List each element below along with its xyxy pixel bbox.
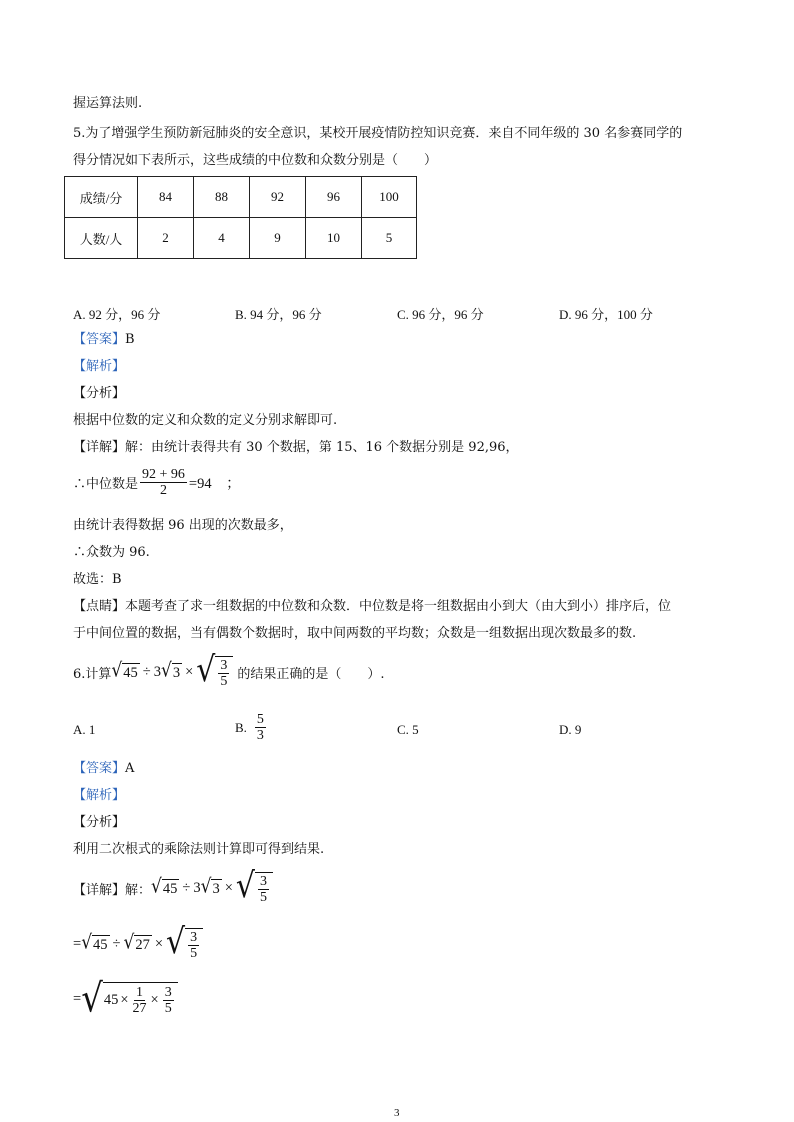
q5-choose: 故选：B	[73, 572, 122, 587]
table-cell: 成绩/分	[65, 177, 138, 218]
detail-tag: 【详解】	[73, 883, 126, 898]
table-cell: 100	[362, 177, 417, 218]
q6-option-d: D. 9	[559, 722, 582, 737]
table-cell: 10	[306, 218, 362, 259]
detail-prefix: 解：	[125, 883, 152, 898]
q5-detail	[73, 439, 519, 457]
table-cell: 人数/人	[65, 218, 138, 259]
sqrt-expression: √ 3	[160, 659, 181, 683]
answer-value: A	[125, 761, 135, 776]
answer-value: B	[125, 332, 135, 347]
sqrt-expression: √ 45	[111, 659, 138, 683]
q5-fenxi-tag: 【分析】	[73, 386, 126, 401]
sqrt-expression: √ 27	[123, 931, 150, 955]
q5-comment-line-2: 于中间位置的数据，当有偶数个数据时，取中间两数的平均数；众数是一组数据出现次数最多的数.	[73, 626, 637, 641]
comment-tag: 【点睛】	[73, 599, 126, 614]
q6-suffix: 的结果正确的是（ ）.	[237, 667, 385, 682]
q6-prefix: 6.计算	[73, 667, 112, 682]
q6-answer	[73, 760, 134, 778]
q5-median-line	[73, 467, 241, 498]
q6-option-c: C. 5	[397, 722, 419, 737]
table-cell: 88	[194, 177, 250, 218]
q6-fenxi-tag: 【分析】	[73, 815, 126, 830]
fraction-denominator: 2	[159, 483, 167, 498]
table-cell: 96	[306, 177, 362, 218]
q6-detail-line: 【详解】 解： √ 45 ÷ 3 √ 3 × √ $\frac{3}{5}$	[73, 872, 273, 905]
q5-option-d: D. 96 分，100 分	[559, 307, 653, 322]
q6-stem: 6.计算 √ 45 ÷ 3 √ 3 × √ $\frac{3}{5}$ 的结果正确的是（ ）.	[73, 650, 385, 691]
page-number: 3	[394, 1107, 400, 1119]
answer-tag: 【答案】	[73, 332, 126, 347]
q6-jiexi-tag: 【解析】	[73, 788, 126, 803]
detail-tag: 【详解】	[73, 440, 126, 455]
table-cell: 9	[250, 218, 306, 259]
answer-tag: 【答案】	[73, 761, 126, 776]
comment-text: 本题考查了求一组数据的中位数和众数．中位数是将一组数据由小到大（由大到小）排序后，位	[125, 599, 672, 614]
sqrt-fraction: √ $\frac{3}{5}$	[166, 928, 203, 961]
q6-step-3: = √ 45 × $\frac{1}{27}$ × $\frac{3}{5}$	[73, 982, 178, 1016]
table-cell: 92	[250, 177, 306, 218]
q5-fenxi-text: 根据中位数的定义和众数的定义分别求解即可.	[73, 413, 338, 428]
sqrt-fraction: √ $\frac{3}{5}$	[236, 872, 273, 905]
table-cell: 84	[138, 177, 194, 218]
q6-step-2: = √ 45 ÷ √ 27 × √ $\frac{3}{5}$	[73, 928, 203, 961]
sqrt-expression: √ 45	[151, 875, 178, 899]
sqrt-expression: √ 45	[81, 931, 108, 955]
table-cell: 5	[362, 218, 417, 259]
table-cell: 2	[138, 218, 194, 259]
q5-comment-line-1	[73, 598, 671, 616]
q6-option-a: A. 1	[73, 722, 96, 737]
table-row	[65, 177, 417, 218]
median-fraction	[140, 467, 187, 498]
sqrt-fraction: √ $\frac{3}{5}$	[196, 656, 233, 689]
q5-option-b: B. 94 分，96 分	[235, 307, 322, 322]
sqrt-expression: √ 3	[200, 875, 220, 899]
table-cell: 4	[194, 218, 250, 259]
detail-text: 解：由统计表得共有 30 个数据，第 15、16 个数据分别是 92,96，	[125, 440, 519, 455]
q6-fenxi-text: 利用二次根式的乘除法则计算即可得到结果.	[73, 842, 325, 857]
score-table	[64, 176, 417, 259]
q5-stem-line-1: 5.为了增强学生预防新冠肺炎的安全意识，某校开展疫情防控知识竞赛．来自不同年级的 30 名参赛同学的	[73, 126, 683, 141]
q5-mode-line: 由统计表得数据 96 出现的次数最多，	[73, 518, 293, 533]
option-fraction: $\frac{5}{3}$	[256, 712, 264, 743]
q5-jiexi-tag: 【解析】	[73, 359, 126, 374]
q5-option-a: A. 92 分，96 分	[73, 307, 161, 322]
q5-option-c: C. 96 分，96 分	[397, 307, 484, 322]
median-result: =94 ；	[188, 476, 241, 492]
q5-mode-result: ∴众数为 96.	[73, 545, 150, 560]
q6-option-b: B. $\frac{5}{3}$	[235, 712, 264, 743]
continued-line: 握运算法则.	[73, 96, 143, 111]
table-row	[65, 218, 417, 259]
fraction-numerator: 92 + 96	[142, 467, 185, 482]
sqrt-product: √ 45 × $\frac{1}{27}$ × $\frac{3}{5}$	[81, 982, 178, 1016]
q5-answer	[73, 331, 135, 349]
q5-stem-line-2: 得分情况如下表所示，这些成绩的中位数和众数分别是（ ）	[73, 153, 438, 168]
median-prefix: ∴中位数是	[73, 477, 139, 492]
